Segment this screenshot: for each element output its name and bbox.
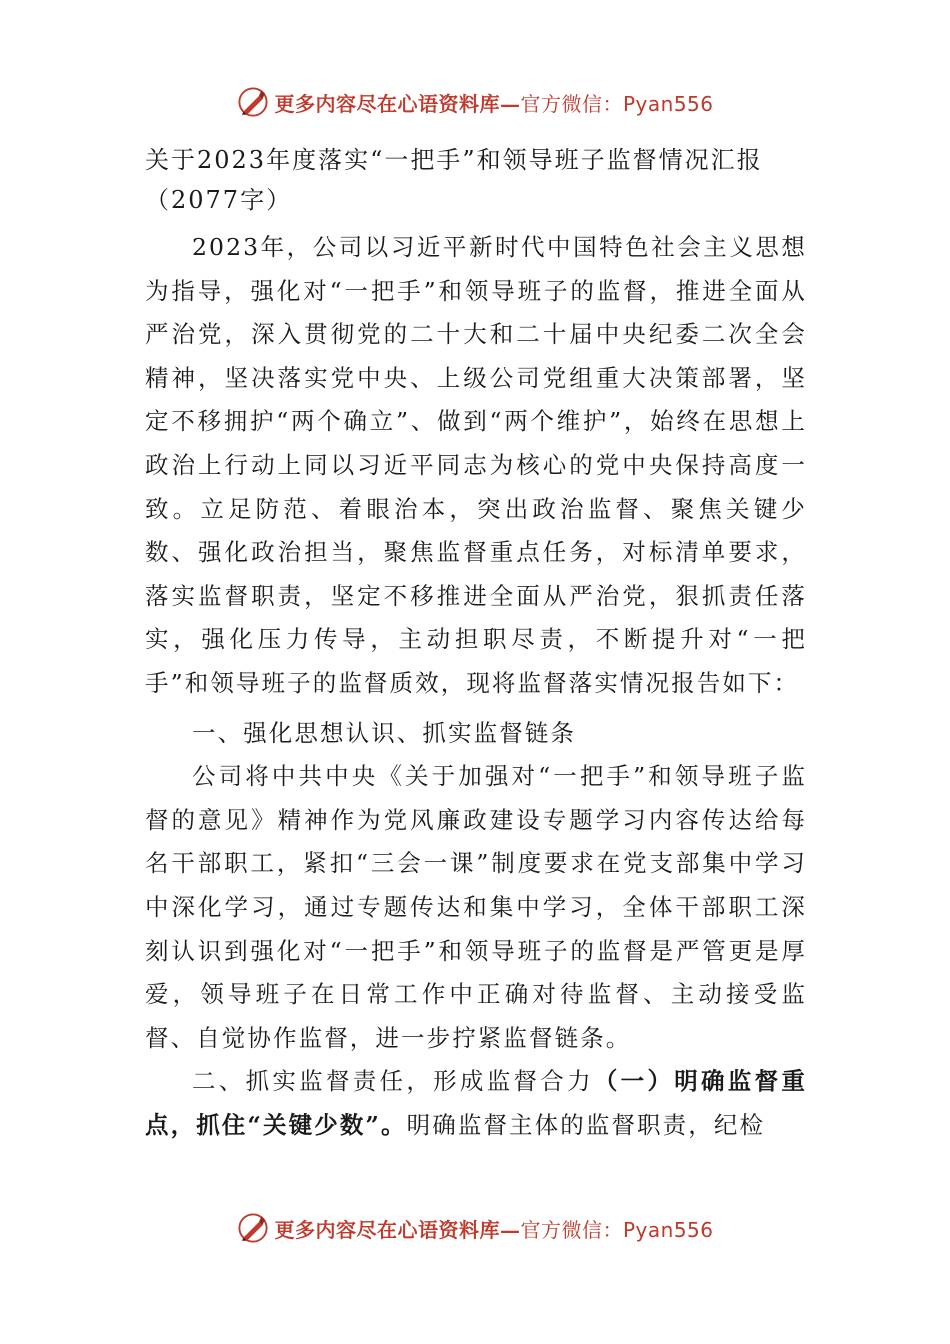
watermark-dash: — xyxy=(499,1217,521,1242)
watermark-official: 官方微信： xyxy=(520,91,623,116)
pen-logo-icon xyxy=(236,1211,270,1245)
section1-paragraph: 公司将中共中央《关于加强对“一把手”和领导班子监督的意见》精神作为党风廉政建设专题学习内容传达给每名干部职工，紧扣“三会一课”制度要求在党支部集中学习中深化学习，通过专题传达和集中学习，全体干部职工深刻认识到强化对“一把手”和领导班子的监督是严管更是厚爱，领导班子在日常工作中正确对待监督、主动接受监督、自觉协作监督，进一步拧紧监督链条。 xyxy=(145,762,807,1052)
watermark-footer xyxy=(0,1208,950,1248)
section2-heading: 二、抓实监督责任，形成监督合力 xyxy=(192,1067,594,1096)
watermark-brand: 更多内容尽在心语资料库 xyxy=(274,1217,500,1242)
watermark-header xyxy=(0,82,950,122)
section2-body: 明确监督主体的监督职责，纪检 xyxy=(406,1110,766,1139)
intro-paragraph: 2023年，公司以习近平新时代中国特色社会主义思想为指导，强化对“一把手”和领导班子的监督，推进全面从严治党，深入贯彻党的二十大和二十届中央纪委二次全会精神，坚决落实党中央、上级公司党组重大决策部署，坚定不移拥护“两个确立”、做到“两个维护”，始终在思想上政治上行动上同以习近平同志为核心的党中央保持高度一致。立足防范、着眼治本，突出政治监督、聚焦关键少数、强化政治担当，聚焦监督重点任务，对标清单要求，落实监督职责，坚定不移推进全面从严治党，狠抓责任落实，强化压力传导，主动担职尽责，不断提升对“一把手”和领导班子的监督质效，现将监督落实情况报告如下： xyxy=(145,233,807,697)
watermark-handle: Pyan556 xyxy=(622,1217,714,1242)
watermark-dash: — xyxy=(499,91,521,116)
section1-heading: 一、强化思想认识、抓实监督链条 xyxy=(192,718,576,747)
watermark-official: 官方微信： xyxy=(520,1217,623,1242)
document-title: 关于2023年度落实“一把手”和领导班子监督情况汇报（2077字） xyxy=(145,146,763,214)
section2-paragraph xyxy=(145,1060,807,1147)
watermark-handle: Pyan556 xyxy=(622,91,714,116)
section2-subheading: （一）明确监督重点，抓住“关键少数”。 xyxy=(145,1067,807,1139)
watermark-text xyxy=(274,1214,713,1243)
document-body xyxy=(145,140,807,1147)
pen-logo-icon xyxy=(236,85,270,119)
watermark-brand: 更多内容尽在心语资料库 xyxy=(274,91,500,116)
watermark-text xyxy=(274,88,713,117)
